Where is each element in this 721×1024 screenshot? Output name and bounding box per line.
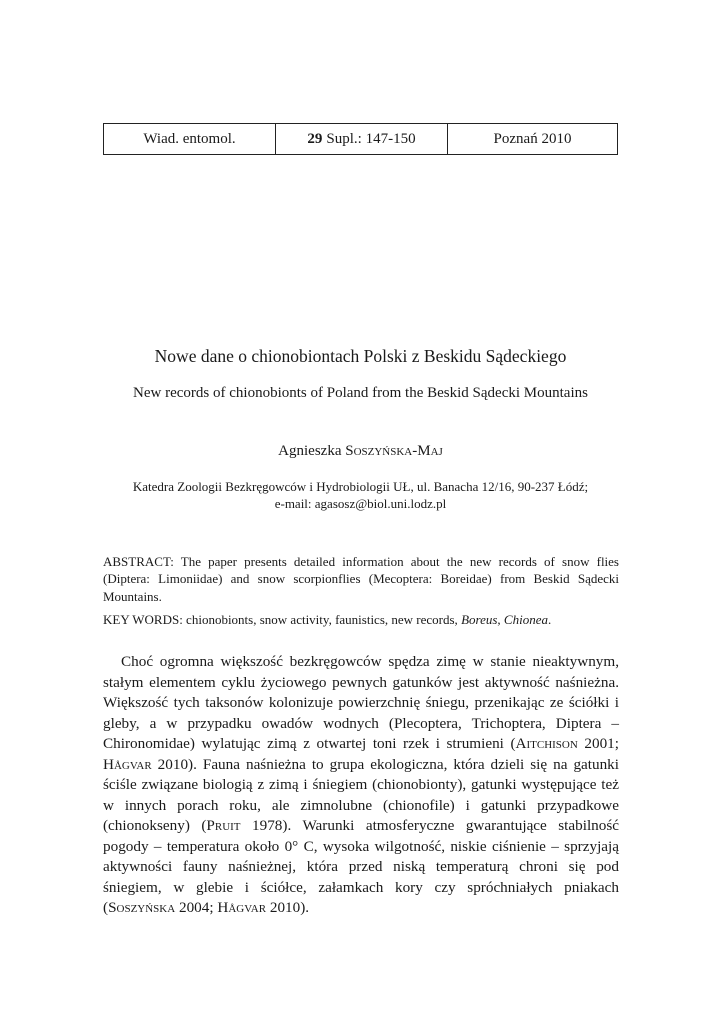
- journal-name-text: Wiad. entomol.: [143, 130, 236, 147]
- body-text-part1: Choć ogromna większość bezkręgowców spędza zimę w stanie nieaktywnym, stałym elementem cyklu życiowego pewnych gatunków jest aktywność naśnieżna. Większość tych taksonów kolonizuje powierzchnię śniegu, przenikając ze ściółki i gleby, a w przypadku owadów wodnych (Plecoptera, Trichoptera, Diptera – Chironomidae) wylatując zimą z otwartej toni rzek i strumieni (: [103, 653, 619, 752]
- volume-number: 29: [307, 130, 323, 147]
- keywords: [103, 611, 619, 628]
- affiliation-email: e-mail: agasosz@biol.uni.lodz.pl: [274, 496, 447, 511]
- title-polish: Nowe dane o chionobiontach Polski z Beskidu Sądeckiego: [154, 346, 567, 366]
- journal-name: [104, 124, 276, 154]
- body-paragraph: [103, 652, 619, 919]
- citation-pruit: Pruit: [206, 817, 241, 834]
- body-text-part4: 1978). Warunki atmosferyczne gwarantujące stabilność pogody – temperatura około 0° C, wysoka wilgotność, niskie ciśnienie – sprzyjają aktywności fauny naśnieżnej, która przed niską temperaturą chroni się pod śniegiem, w glebie i ściółce, załamkach kory czy spróchniałych pniakach (: [103, 817, 619, 916]
- place-year-text: Poznań 2010: [493, 130, 572, 147]
- abstract: ABSTRACT: The paper presents detailed information about the new records of snow flies (Diptera: Limoniidae) and snow scorpionflies (Mecoptera: Boreidae) from Beskid Sądecki Mountains.: [103, 554, 619, 604]
- volume-pages: [276, 124, 448, 154]
- author-last-name: Soszyńska-Maj: [345, 443, 443, 459]
- body-text-part5: 2004;: [175, 899, 218, 916]
- affiliation: [0, 478, 721, 512]
- keyword-genus-chionea: Chionea: [503, 612, 548, 627]
- body-text-part3: 2010). Fauna naśnieżna to grupa ekologiczna, która dzieli się na gatunki ściśle związane biologią z zimą i śniegiem (chionobionty), gatunki występujące też w innych porach roku, ale zimnolubne (chionofile) i gatunki przypadkowe (chionokseny) (: [103, 755, 619, 834]
- place-year: [448, 124, 617, 154]
- keywords-end: .: [547, 612, 552, 627]
- body-text-part6: 2010).: [266, 899, 310, 916]
- citation-hagvar-2: Hågvar: [217, 899, 267, 916]
- journal-header-table: [103, 123, 618, 155]
- title-english: New records of chionobionts of Poland from the Beskid Sądecki Mountains: [133, 385, 588, 401]
- citation-soszynska: Soszyńska: [108, 899, 176, 916]
- affiliation-address: Katedra Zoologii Bezkręgowców i Hydrobiologii UŁ, ul. Banacha 12/16, 90-237 Łódź;: [132, 479, 589, 494]
- keywords-list: KEY WORDS: chionobionts, snow activity, faunistics, new records,: [103, 612, 462, 627]
- keyword-genus-boreus: Boreus: [461, 612, 498, 627]
- body-text-part2: 2001;: [577, 735, 619, 752]
- author: [0, 443, 721, 460]
- citation-hagvar: Hågvar: [103, 755, 152, 773]
- keywords-separator: ,: [497, 612, 504, 627]
- author-first-name: Agnieszka: [278, 443, 346, 459]
- citation-aitchison: Aitchison: [515, 735, 578, 752]
- supplement-pages: Supl.: 147-150: [326, 130, 416, 147]
